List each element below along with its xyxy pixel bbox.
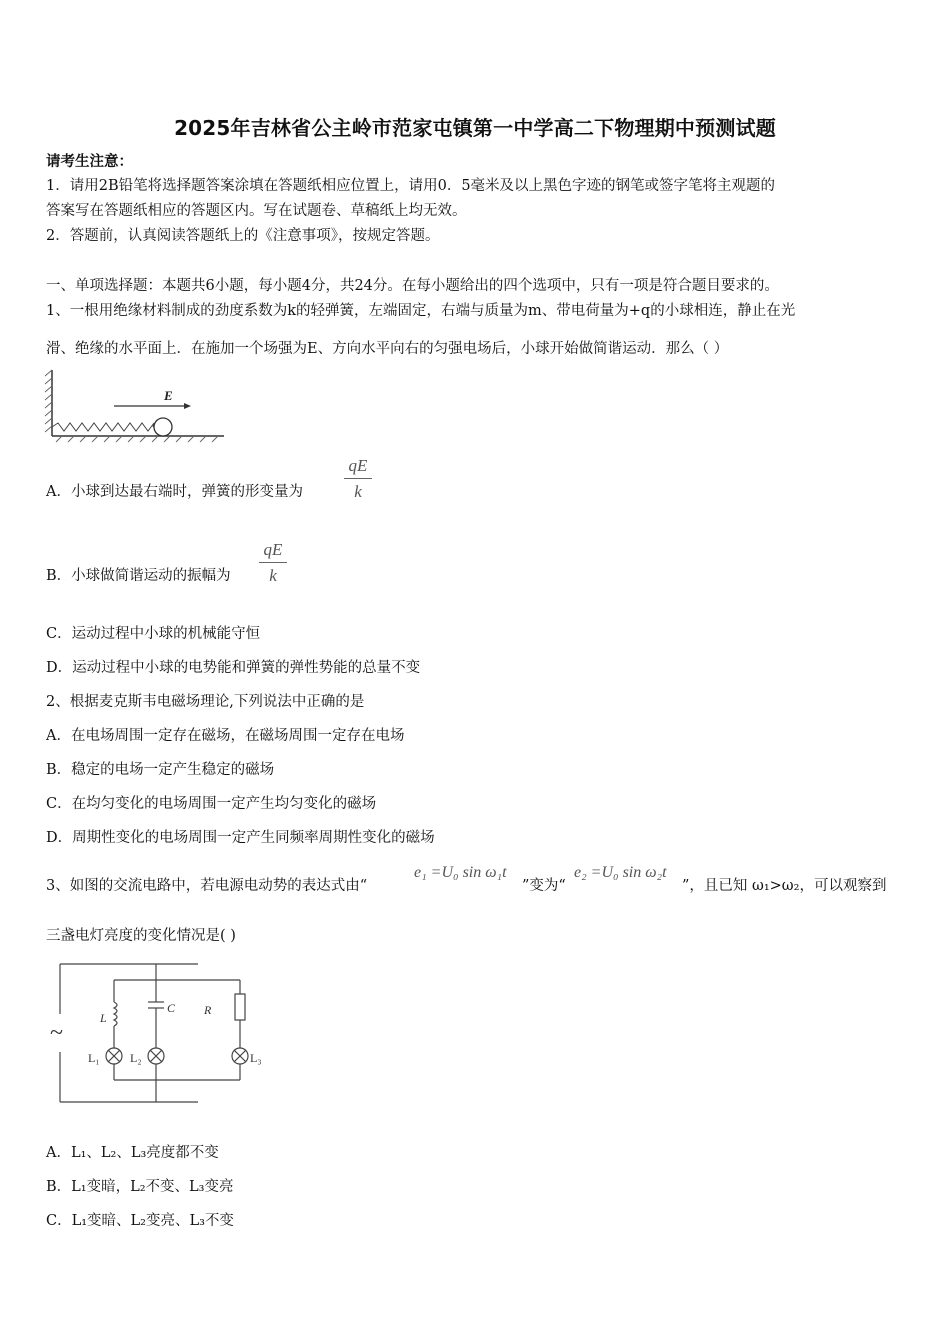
q3-stem-part-a: 3、如图的交流电路中，若电源电动势的表达式由“	[46, 878, 368, 894]
q2-option-b: B．稳定的电场一定产生稳定的磁场	[46, 762, 275, 778]
notice-heading: 请考生注意：	[46, 153, 133, 170]
q1-stem-line-2: 滑、绝缘的水平面上．在施加一个场强为E、方向水平向右的匀强电场后，小球开始做简谐运动．那么（ ）	[46, 341, 729, 357]
q1-option-b: B．小球做简谐运动的振幅为	[46, 568, 231, 584]
q1-option-c: C．运动过程中小球的机械能守恒	[46, 626, 261, 642]
notice-line-1: 1．请用2B铅笔将选择题答案涂填在答题纸相应位置上，请用0．5毫米及以上黑色字迹的钢笔或签字笔将主观题的	[46, 178, 776, 194]
spring-ball-figure	[42, 368, 232, 448]
ac-source-symbol: ~	[50, 1020, 63, 1046]
q3-stem-part-b: ”变为“	[522, 878, 566, 894]
q2-option-d: D．周期性变化的电场周围一定产生同频率周期性变化的磁场	[46, 830, 435, 846]
q3-option-c: C．L₁变暗、L₂变亮、L₃不变	[46, 1213, 234, 1229]
resistor-label: R	[204, 1003, 212, 1017]
page-title: 2025年吉林省公主岭市范家屯镇第一中学高二下物理期中预测试题	[174, 116, 776, 140]
q1-option-d: D．运动过程中小球的电势能和弹簧的弹性势能的总量不变	[46, 660, 421, 676]
ball	[154, 418, 172, 436]
inductor-label: L	[100, 1011, 107, 1025]
q1-option-a-fraction: qE k	[344, 456, 372, 502]
q3-option-b: B．L₁变暗，L₂不变、L₃变亮	[46, 1179, 234, 1195]
field-label: E	[164, 388, 173, 403]
capacitor-label: C	[167, 1001, 176, 1015]
q2-option-a: A．在电场周围一定存在磁场，在磁场周围一定存在电场	[46, 728, 405, 744]
q3-formula-1: e₁ =U₀ sin ω₁t	[414, 864, 507, 881]
ac-circuit-figure	[42, 956, 262, 1106]
q3-option-a: A．L₁、L₂、L₃亮度都不变	[46, 1145, 219, 1161]
q2-stem: 2、根据麦克斯韦电磁场理论,下列说法中正确的是	[46, 694, 365, 710]
lamp-1-label: L₁	[88, 1051, 100, 1065]
q1-stem-line-1: 1、一根用绝缘材料制成的劲度系数为k的轻弹簧，左端固定，右端与质量为m、带电荷量为+q的小球相连，静止在光	[46, 303, 796, 319]
spring	[52, 423, 154, 431]
q1-option-a: A．小球到达最右端时，弹簧的形变量为	[46, 484, 303, 500]
q3-formula-2: e₂ =U₀ sin ω₂t	[574, 864, 667, 881]
q3-stem-part-c: ”，且已知 ω₁>ω₂，可以观察到	[682, 878, 887, 894]
lamp-3-label: L₃	[250, 1051, 262, 1065]
section-heading: 一、单项选择题：本题共6小题，每小题4分，共24分。在每小题给出的四个选项中，只有一项是符合题目要求的。	[46, 278, 779, 294]
q1-option-b-fraction: qE k	[259, 540, 287, 586]
q3-stem-line-2: 三盏电灯亮度的变化情况是( )	[46, 928, 236, 944]
notice-line-3: 2．答题前，认真阅读答题纸上的《注意事项》，按规定答题。	[46, 228, 440, 244]
lamp-2-label: L₂	[130, 1051, 142, 1065]
notice-line-2: 答案写在答题纸相应的答题区内。写在试题卷、草稿纸上均无效。	[46, 203, 467, 219]
q2-option-c: C．在均匀变化的电场周围一定产生均匀变化的磁场	[46, 796, 377, 812]
